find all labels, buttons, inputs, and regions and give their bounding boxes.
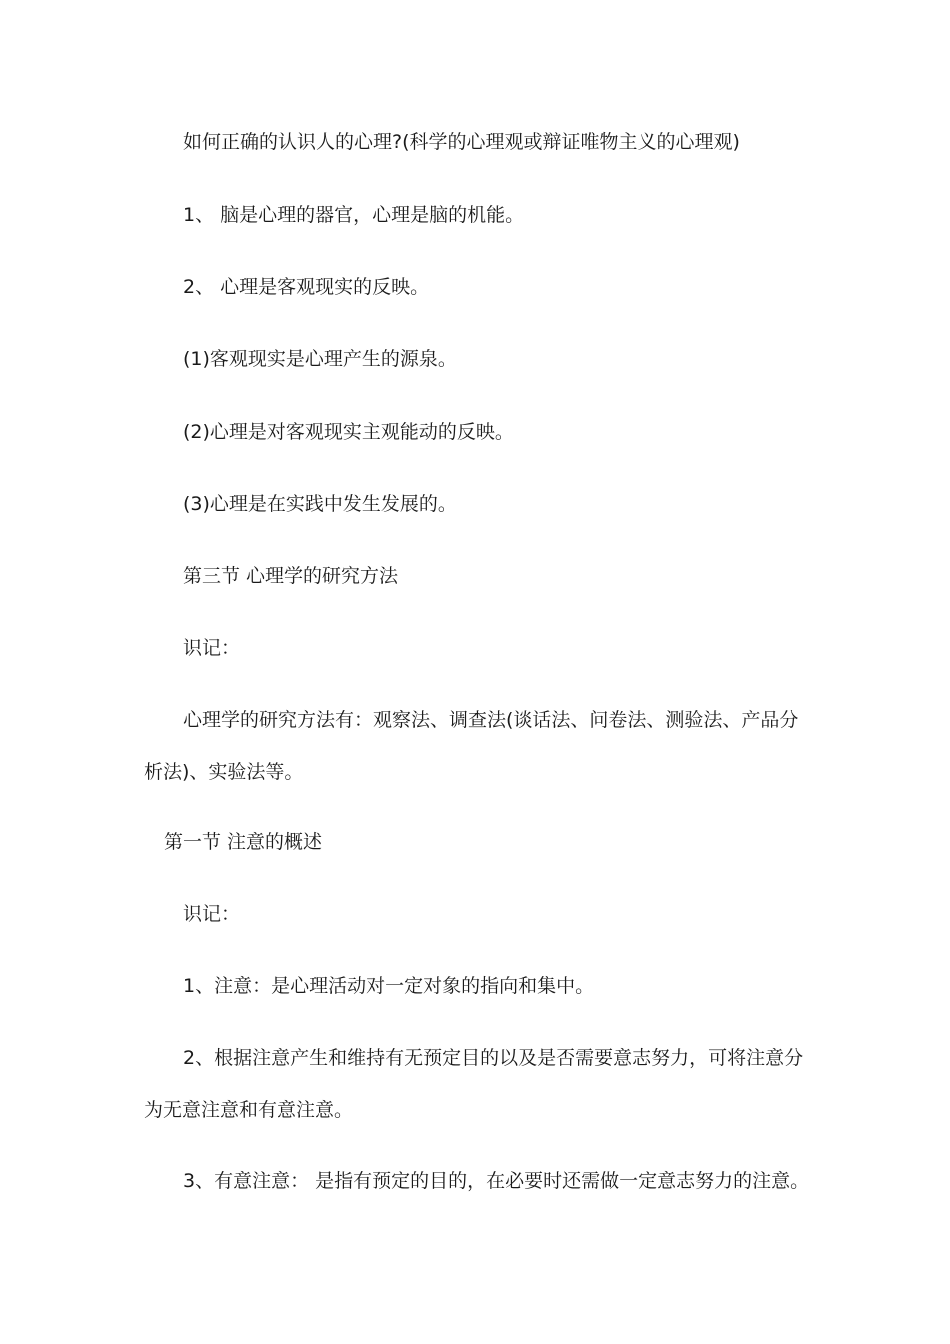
point-2: 2、 心理是客观现实的反映。 [183,276,430,298]
memorize-label-1: 识记： [183,637,241,659]
question-heading: 如何正确的认识人的心理?(科学的心理观或辩证唯物主义的心理观) [183,131,740,153]
memorize-label-2: 识记： [183,903,241,925]
section-heading-attention-overview: 第一节 注意的概述 [164,831,323,853]
research-methods-paragraph-line-2: 析法)、实验法等。 [144,761,304,783]
attention-definition: 1、注意：是心理活动对一定对象的指向和集中。 [183,975,595,997]
sub-point-3: (3)心理是在实践中发生发展的。 [183,493,457,515]
attention-classification-line-1: 2、根据注意产生和维持有无预定目的以及是否需要意志努力，可将注意分 [183,1047,804,1069]
sub-point-2: (2)心理是对客观现实主观能动的反映。 [183,421,514,443]
research-methods-paragraph-line-1: 心理学的研究方法有：观察法、调查法(谈话法、问卷法、测验法、产品分 [183,709,799,731]
sub-point-1: (1)客观现实是心理产生的源泉。 [183,348,457,370]
voluntary-attention-definition: 3、有意注意： 是指有预定的目的，在必要时还需做一定意志努力的注意。 [183,1170,810,1192]
point-1: 1、 脑是心理的器官，心理是脑的机能。 [183,204,525,226]
attention-classification-line-2: 为无意注意和有意注意。 [144,1099,354,1121]
section-heading-research-methods: 第三节 心理学的研究方法 [183,565,399,587]
